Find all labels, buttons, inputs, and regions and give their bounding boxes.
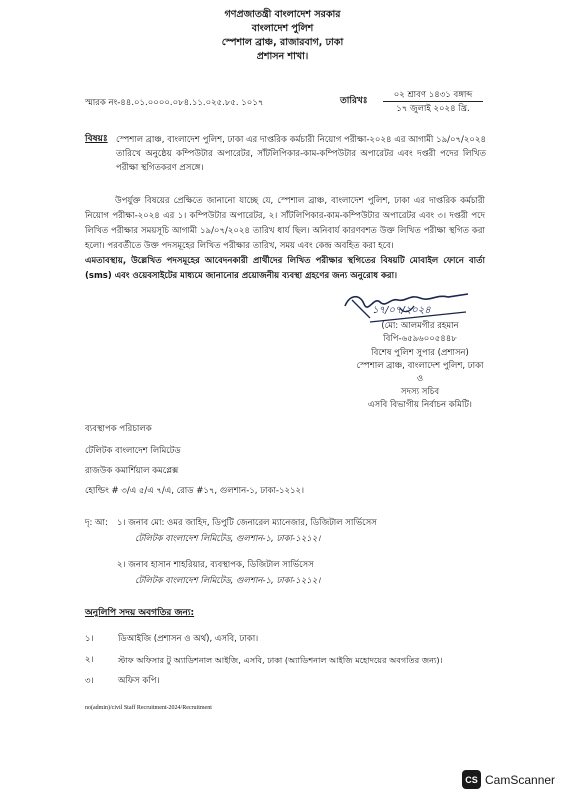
section-title: প্রশাসন শাখা। (256, 51, 309, 62)
attention-item-1-line-1: ১। জনাব মো: ওমর জাহিদ, ডিপুটি জেনারেল ম্যানেজার, ডিজিটাল সার্ভিসেস (117, 518, 377, 528)
signature-block (355, 320, 485, 346)
memo-number: স্মারক নং-৪৪.০১.০০০০.০৮৪.১১.০২৫.৮৫. ১০১৭ (85, 98, 264, 108)
handwritten-date: ১৭/০৭/২০২৪ (372, 305, 431, 316)
govt-title: গণপ্রজাতন্ত্রী বাংলাদেশ সরকার (224, 9, 341, 20)
copy-num-3: ৩। (85, 676, 94, 686)
copy-text-2: স্টাফ অফিসার টু অ্যাডিশনাল আইজি, এসবি, ঢাকা (অ্যাডিশনাল আইজি মহোদয়ের অবগতির জন্য)। (118, 655, 443, 665)
file-path: no(admin)/civil Staff Recruitment-2024/Recruitment (85, 705, 212, 711)
date-english: ১৭ জুলাই ২০২৪ খ্রি. (396, 104, 470, 114)
subject-label: বিষয়ঃ (85, 134, 108, 144)
date-bangla: ০২ শ্রাবণ ১৪৩১ বঙ্গাব্দ (393, 90, 473, 100)
signer-designation: বিশেষ পুলিশ সুপার (প্রশাসন) (371, 348, 469, 358)
attention-item-2-line-2: টেলিটক বাংলাদেশ লিমিটেড, গুলশান-১, ঢাকা-১২১২। (135, 576, 321, 586)
subject-text: স্পেশাল ব্রাঞ্চ, বাংলাদেশ পুলিশ, ঢাকা এর দাপ্তরিক কর্মচারী নিয়োগ পরীক্ষা-২০২৪ এর আগামী ১৯/০৭/২০২৪ তারিখে অনুষ্ঠেয় কম্পিউটার অপারেটর, সাঁটলিপিকার-কাম-কম্পিউটার অপারেটর এবং দপ্তরী পদের লিখিত পরীক্ষা স্থগিতকরণ প্রসঙ্গে। (116, 135, 486, 173)
date-divider (383, 101, 483, 102)
camscanner-label: CamScanner (485, 772, 556, 787)
signer-committee: এসবি বিভাগীয় নির্বাচন কমিটি। (368, 400, 472, 410)
attention-item-1-line-2: টেলিটক বাংলাদেশ লিমিটেড, গুলশান-১, ঢাকা-১২১২। (135, 534, 321, 544)
copy-num-1: ১। (85, 634, 94, 644)
body-paragraph-1: উপর্যুক্ত বিষয়ের প্রেক্ষিতে জানানো যাচ্ছে যে, স্পেশাল ব্রাঞ্চ, বাংলাদেশ পুলিশ, ঢাকা এর দাপ্তরিক কর্মচারী নিয়োগ পরীক্ষা-২০২৪ এর ১। কম্পিউটার অপারেটর, ২। সাঁটলিপিকার-কাম-কম্পিউটার অপারেটর এবং ৩। দপ্তরী পদে লিখিত পরীক্ষার সময়সূচি আগামী ১৯/০৭/২০২৪ তারিখ ধার্য ছিল। অনিবার্য কারণবশত উক্ত লিখিত পরীক্ষা স্থগিত করা হলো। পরবর্তীতে উক্ত পদসমূহের লিখিত পরীক্ষার তারিখ, সময় এবং কেন্দ্র অবহিত করা হবে। (85, 196, 485, 251)
signer-details (335, 347, 505, 412)
copy-num-2: ২। (85, 655, 94, 665)
recipient-line-4: হোল্ডিং # ৩/এ ৫/এ ৭/এ, রোড #১৭, গুলশান-১, ঢাকা-১২১২। (85, 486, 305, 496)
attention-label: দৃ: আ: (85, 518, 108, 528)
signer-name: (মো: আলমগীর রহমান (381, 321, 459, 331)
body-paragraph-2: এমতাবস্থায়, উল্লেখিত পদসমূহের আবেদনকারী প্রার্থীদের লিখিত পরীক্ষার স্থগিতের বিষয়টি মোবাইল ফোনে বার্তা (sms) এবং ওয়েবসাইটের মাধ্যমে জানানোর প্রয়োজনীয় ব্যবস্থা গ্রহণের জন্য অনুরোধ করা। (85, 256, 485, 281)
date-label: তারিখঃ (340, 96, 368, 106)
signer-office: স্পেশাল ব্রাঞ্চ, বাংলাদেশ পুলিশ, ঢাকা (356, 361, 484, 371)
camscanner-watermark (462, 770, 555, 789)
copy-text-3: অফিস কপি। (118, 676, 160, 686)
recipient-line-2: টেলিটক বাংলাদেশ লিমিটেড (85, 446, 181, 456)
department-title: বাংলাদেশ পুলিশ (251, 23, 314, 34)
branch-title: স্পেশাল ব্রাঞ্চ, রাজারবাগ, ঢাকা (221, 37, 344, 48)
recipient-line-1: ব্যবস্থাপক পরিচালক (85, 424, 152, 434)
copy-text-1: ডিআইজি (প্রশাসন ও অর্থ), এসবি, ঢাকা। (118, 634, 259, 644)
camscanner-logo (462, 770, 481, 789)
camscanner-logo-letters: CS (465, 774, 478, 785)
attention-item-2-line-1: ২। জনাব হাসান শাহরিয়ার, ব্যবস্থাপক, ডিজিটাল সার্ভিসেস (117, 560, 314, 570)
recipient-line-3: রাজউক কমার্শিয়াল কমপ্লেক্স (85, 466, 179, 476)
signer-bp: বিপি-৬৫৯৬০০৫৪৪৮ (383, 334, 457, 344)
signer-role: সদস্য সচিব (400, 387, 440, 397)
signer-and: ও (416, 374, 424, 384)
copies-heading: অনুলিপি সদয় অবগতির জন্য: (85, 608, 195, 618)
